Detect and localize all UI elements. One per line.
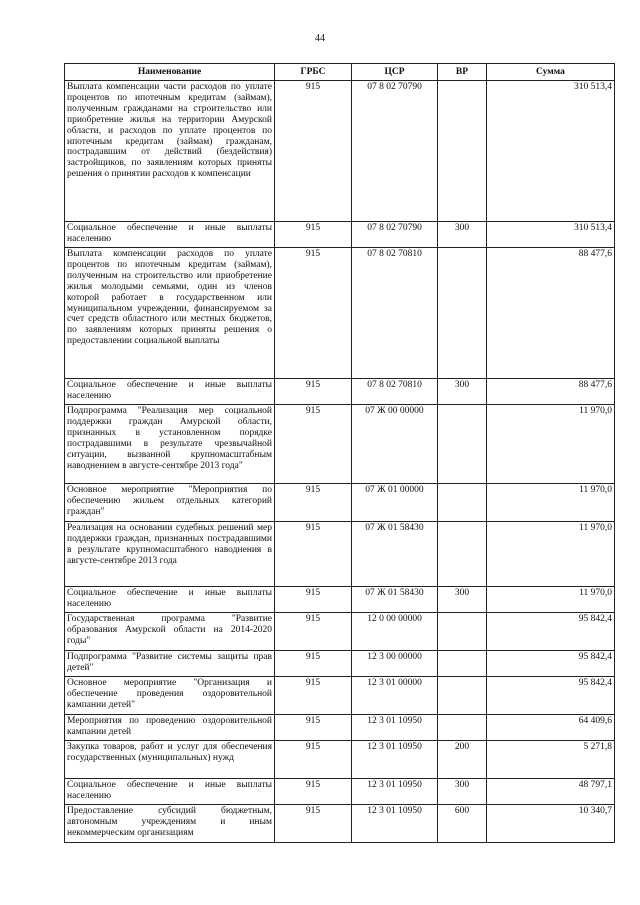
row-name: Основное мероприятие "Организация и обеспечение проведения оздоровительной кампании детей": [65, 677, 275, 715]
row-name: Закупка товаров, работ и услуг для обеспечения государственных (муниципальных) нужд: [65, 741, 275, 779]
page-number: 44: [315, 33, 325, 44]
row-grbs: 915: [275, 522, 352, 587]
row-sum: 95 842,4: [487, 651, 615, 677]
table-row: [65, 222, 615, 248]
row-name: Социальное обеспечение и иные выплаты населению: [65, 379, 275, 405]
table-row: [65, 779, 615, 805]
row-vr: [438, 405, 487, 484]
row-sum: 10 340,7: [487, 805, 615, 843]
row-csr: 07 Ж 00 00000: [352, 405, 438, 484]
row-vr: [438, 81, 487, 222]
row-sum: 11 970,0: [487, 587, 615, 613]
row-vr: 600: [438, 805, 487, 843]
row-grbs: 915: [275, 222, 352, 248]
row-name: Выплата компенсации расходов по уплате процентов по ипотечным кредитам (займам), полученным на строительство или приобретение жилья молодыми семьями, один из членов которой работает в государственном или муниципальном учреждении, финансируемом за счет средств областного или местных бюджетов, по заявлениям которых приняты решения о предоставлении социальной выплаты: [65, 248, 275, 379]
table-row: [65, 405, 615, 484]
row-csr: 07 8 02 70810: [352, 379, 438, 405]
row-name: Выплата компенсации части расходов по уплате процентов по ипотечным кредитам (займам), полученным гражданами на строительство или приобретение жилья на территории Амурской области, и расходов по уплате процентов по ипотечным кредитам (займам) гражданам, пострадавшим от действий (бездействия) застройщиков, по заявлениям которых приняты решения о принятии расходов к компенсации: [65, 81, 275, 222]
row-name: Реализация на основании судебных решений мер поддержки граждан, признанных пострадавшими в результате крупномасштабного наводнения в августе-сентябре 2013 года: [65, 522, 275, 587]
row-csr: 07 Ж 01 00000: [352, 484, 438, 522]
row-name: Подпрограмма "Реализация мер социальной поддержки граждан Амурской области, признанных в установленном порядке пострадавшими в результате чрезвычайной ситуации, вызванной крупномасштабным наводнением в августе-сентябре 2013 года": [65, 405, 275, 484]
row-grbs: 915: [275, 81, 352, 222]
row-vr: 200: [438, 741, 487, 779]
row-grbs: 915: [275, 587, 352, 613]
row-name: Социальное обеспечение и иные выплаты населению: [65, 587, 275, 613]
row-csr: 07 8 02 70790: [352, 222, 438, 248]
row-grbs: 915: [275, 651, 352, 677]
row-name: Мероприятия по проведению оздоровительной кампании детей: [65, 715, 275, 741]
row-name: Предоставление субсидий бюджетным, автономным учреждениям и иным некоммерческим организациям: [65, 805, 275, 843]
table-row: [65, 741, 615, 779]
row-csr: 12 3 00 00000: [352, 651, 438, 677]
row-grbs: 915: [275, 613, 352, 651]
row-name: Государственная программа "Развитие образования Амурской области на 2014-2020 годы": [65, 613, 275, 651]
row-vr: 300: [438, 222, 487, 248]
header-csr: ЦСР: [352, 64, 438, 81]
row-grbs: 915: [275, 805, 352, 843]
row-name: Подпрограмма "Развитие системы защиты прав детей": [65, 651, 275, 677]
table-row: [65, 677, 615, 715]
table-row: [65, 484, 615, 522]
row-csr: 07 8 02 70810: [352, 248, 438, 379]
row-grbs: 915: [275, 741, 352, 779]
row-grbs: 915: [275, 715, 352, 741]
row-csr: 07 8 02 70790: [352, 81, 438, 222]
row-vr: 300: [438, 779, 487, 805]
row-csr: 12 0 00 00000: [352, 613, 438, 651]
row-sum: 48 797,1: [487, 779, 615, 805]
table-row: [65, 613, 615, 651]
row-vr: 300: [438, 587, 487, 613]
row-sum: 310 513,4: [487, 81, 615, 222]
row-csr: 12 3 01 10950: [352, 805, 438, 843]
row-name: Социальное обеспечение и иные выплаты населению: [65, 222, 275, 248]
row-grbs: 915: [275, 379, 352, 405]
row-vr: [438, 715, 487, 741]
row-vr: [438, 248, 487, 379]
row-csr: 07 Ж 01 58430: [352, 587, 438, 613]
row-vr: [438, 522, 487, 587]
row-sum: 95 842,4: [487, 677, 615, 715]
row-sum: 88 477,6: [487, 248, 615, 379]
row-grbs: 915: [275, 484, 352, 522]
row-csr: 12 3 01 00000: [352, 677, 438, 715]
row-sum: 5 271,8: [487, 741, 615, 779]
row-csr: 12 3 01 10950: [352, 779, 438, 805]
row-grbs: 915: [275, 248, 352, 379]
row-vr: [438, 677, 487, 715]
row-sum: 64 409,6: [487, 715, 615, 741]
header-grbs: ГРБС: [275, 64, 352, 81]
row-csr: 12 3 01 10950: [352, 741, 438, 779]
row-csr: 07 Ж 01 58430: [352, 522, 438, 587]
row-grbs: 915: [275, 677, 352, 715]
row-sum: 11 970,0: [487, 405, 615, 484]
table-row: [65, 379, 615, 405]
table-row: [65, 805, 615, 843]
row-sum: 95 842,4: [487, 613, 615, 651]
row-vr: [438, 484, 487, 522]
row-grbs: 915: [275, 405, 352, 484]
table-row: [65, 81, 615, 222]
budget-table: [64, 63, 615, 843]
row-sum: 88 477,6: [487, 379, 615, 405]
row-name: Основное мероприятие "Мероприятия по обеспечению жильем отдельных категорий граждан": [65, 484, 275, 522]
table-row: [65, 715, 615, 741]
row-grbs: 915: [275, 779, 352, 805]
row-sum: 11 970,0: [487, 522, 615, 587]
row-name: Социальное обеспечение и иные выплаты населению: [65, 779, 275, 805]
table-row: [65, 522, 615, 587]
header-sum: Сумма: [487, 64, 615, 81]
row-sum: 11 970,0: [487, 484, 615, 522]
row-csr: 12 3 01 10950: [352, 715, 438, 741]
row-vr: [438, 651, 487, 677]
header-vr: ВР: [438, 64, 487, 81]
table-row: [65, 248, 615, 379]
header-name: Наименование: [65, 64, 275, 81]
table-row: [65, 651, 615, 677]
table-row: [65, 587, 615, 613]
row-vr: [438, 613, 487, 651]
row-sum: 310 513,4: [487, 222, 615, 248]
row-vr: 300: [438, 379, 487, 405]
header-row: [65, 64, 615, 81]
